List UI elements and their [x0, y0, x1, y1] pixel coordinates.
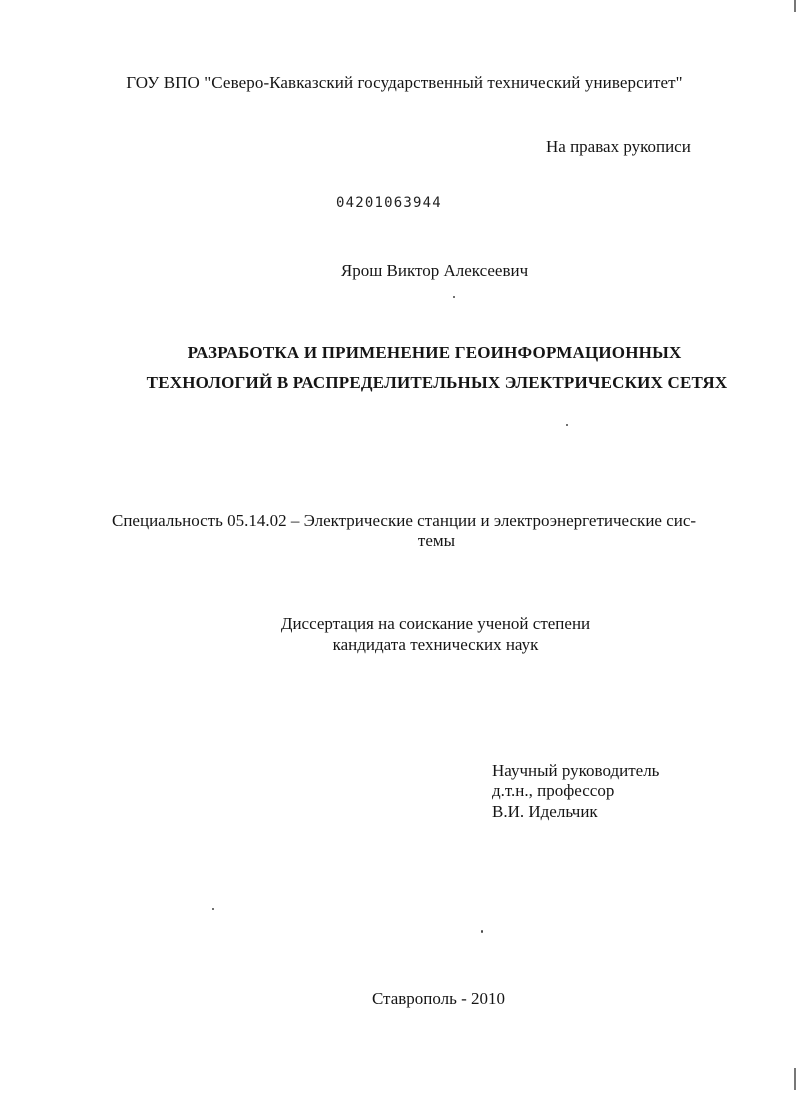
scan-speck [453, 296, 455, 298]
scan-speck [212, 908, 214, 910]
scan-edge-mark [794, 0, 796, 12]
dissertation-title-line-1: РАЗРАБОТКА И ПРИМЕНЕНИЕ ГЕОИНФОРМАЦИОННЫХ [187, 343, 682, 362]
supervisor-role: Научный руководитель [492, 761, 660, 780]
specialty-line-2: темы [417, 531, 456, 550]
supervisor-degree: д.т.н., профессор [492, 781, 615, 800]
scan-speck [481, 930, 483, 933]
scan-edge-mark [794, 1068, 796, 1090]
specialty-line-1: Специальность 05.14.02 – Электрические станции и электроэнергетические сис- [112, 511, 697, 530]
supervisor-name: В.И. Идельчик [492, 802, 598, 821]
degree-statement-line-1: Диссертация на соискание ученой степени [280, 614, 591, 633]
scan-speck [566, 424, 568, 426]
manuscript-note: На правах рукописи [546, 137, 691, 156]
university-name: ГОУ ВПО "Северо-Кавказский государственный технический университет" [126, 73, 683, 92]
registration-code: 04201063944 [336, 195, 442, 211]
place-and-year: Ставрополь - 2010 [371, 989, 506, 1008]
author-name: Ярош Виктор Алексеевич [340, 261, 529, 280]
degree-statement-line-2: кандидата технических наук [332, 635, 539, 654]
dissertation-title-line-2: ТЕХНОЛОГИЙ В РАСПРЕДЕЛИТЕЛЬНЫХ ЭЛЕКТРИЧЕСКИХ СЕТЯХ [146, 373, 728, 392]
